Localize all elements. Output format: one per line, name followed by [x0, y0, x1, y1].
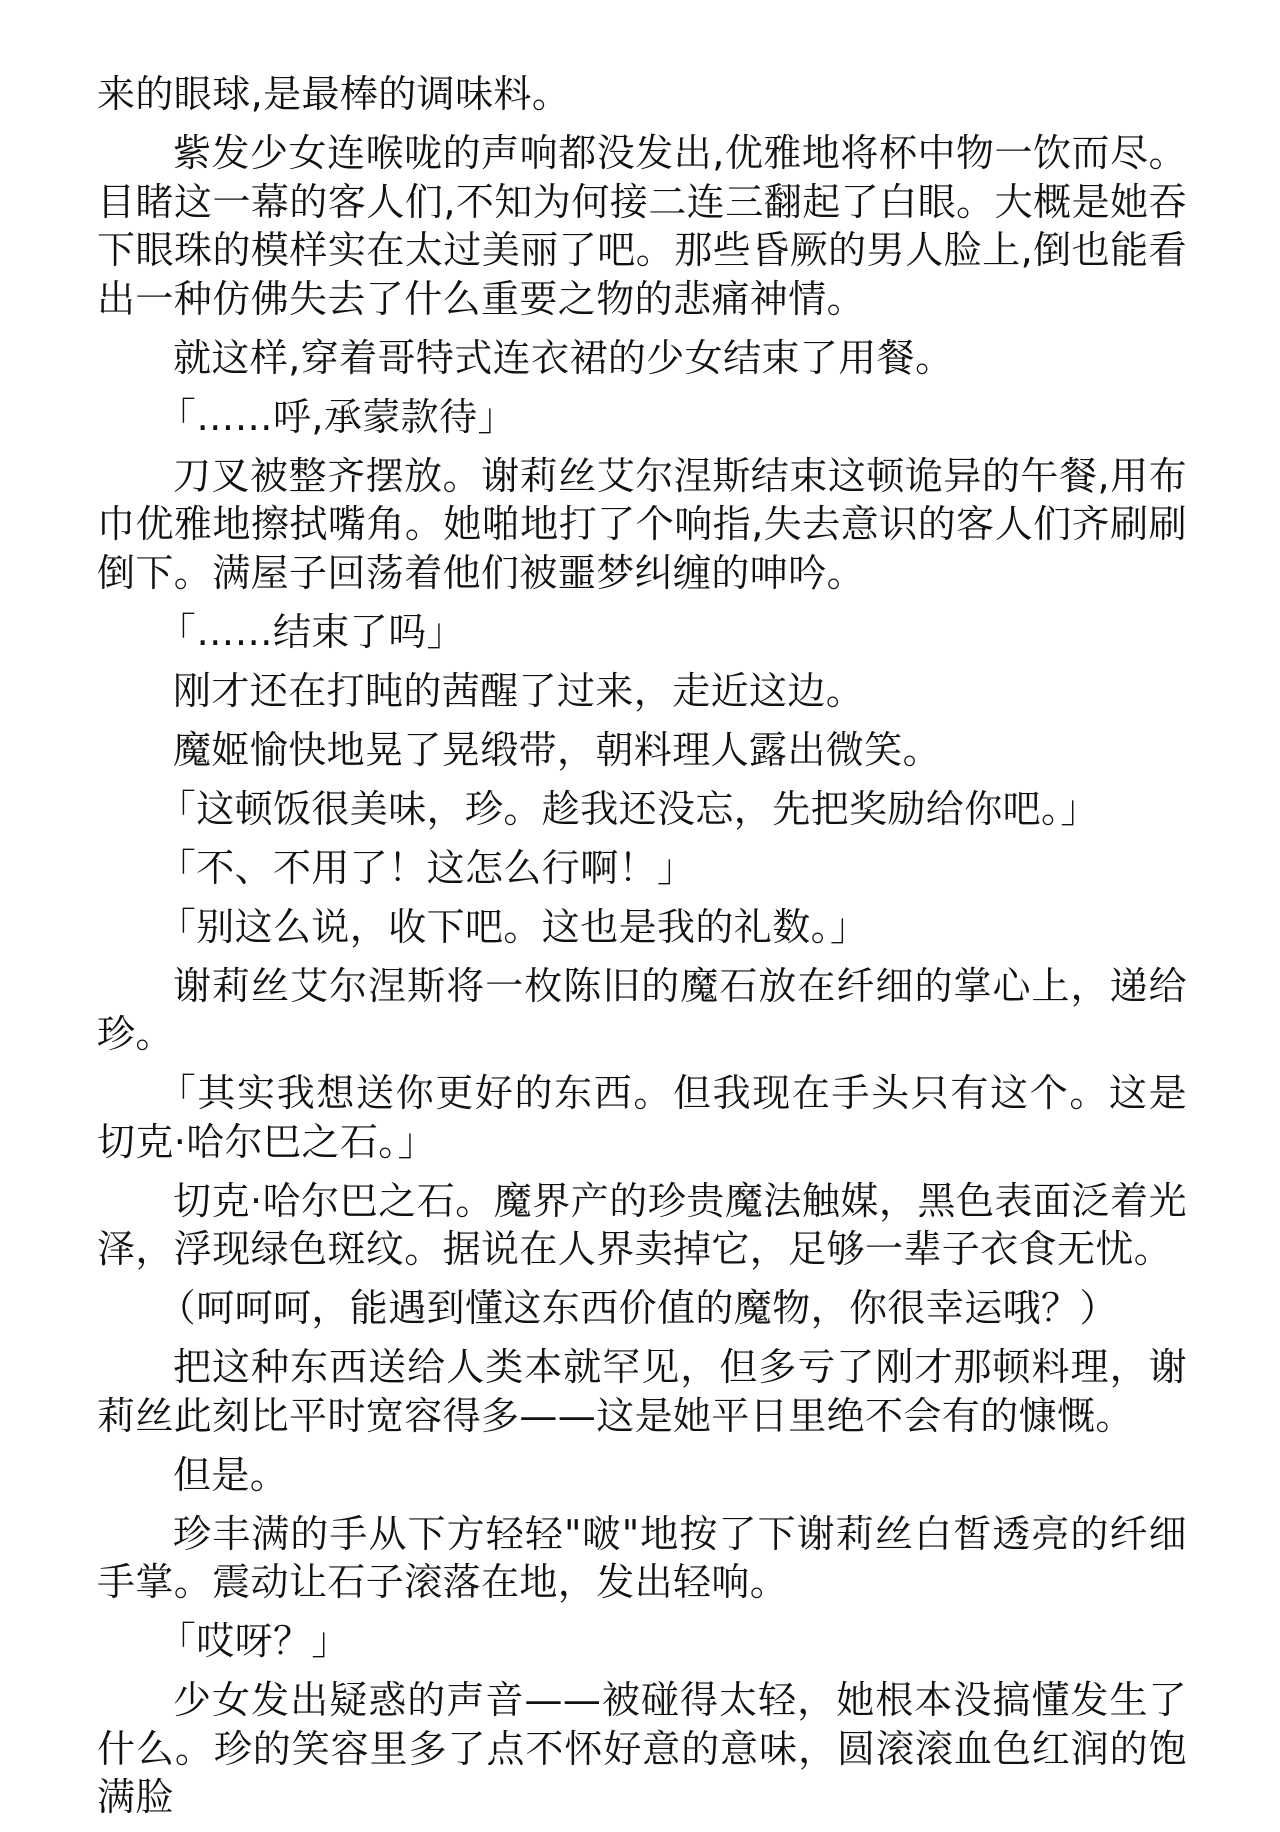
- paragraph: 魔姬愉快地晃了晃缎带，朝料理人露出微笑。: [173, 727, 942, 772]
- paragraph: 紫发少女连喉咙的声响都没发出,优雅地将杯中物一饮而尽。目睹这一幕的客人们,不知为何接二连三翻起了白眼。大概是她吞下眼珠的模样实在太过美丽了吧。那些昏厥的男人脸上,倒也能看出一种仿佛失去了什么重要之物的悲痛神情。: [97, 131, 1187, 321]
- paragraph: 把这种东西送给人类本就罕见，但多亏了刚才那顿料理，谢莉丝此刻比平时宽容得多——这是她平日里绝不会有的慷慨。: [97, 1345, 1187, 1438]
- paragraph: 少女发出疑惑的声音——被碰得太轻，她根本没搞懂发生了什么。珍的笑容里多了点不怀好意的意味，圆滚滚血色红润的饱满脸: [97, 1678, 1187, 1819]
- paragraph: 谢莉丝艾尔涅斯将一枚陈旧的魔石放在纤细的掌心上，递给珍。: [97, 963, 1187, 1056]
- document-page: [97, 70, 1187, 1832]
- paragraph: 但是。: [173, 1452, 289, 1497]
- paragraph: 来的眼球,是最棒的调味料。: [97, 72, 571, 116]
- paragraph: 切克·哈尔巴之石。魔界产的珍贵魔法触媒，黑色表面泛着光泽，浮现绿色斑纹。据说在人界卖掉它，足够一辈子衣食无忧。: [97, 1178, 1187, 1271]
- inner-thought-line: （呵呵呵，能遇到懂这东西价值的魔物，你很幸运哦？）: [157, 1286, 1118, 1330]
- dialogue-line: 「不、不用了！这怎么行啊！」: [157, 845, 696, 890]
- dialogue-line: 「其实我想送你更好的东西。但我现在手头只有这个。这是切克·哈尔巴之石。」: [97, 1071, 1187, 1164]
- dialogue-line: 「……呼,承蒙款待」: [157, 394, 516, 439]
- dialogue-line: 「哎呀？」: [157, 1619, 350, 1663]
- paragraph: 刀叉被整齐摆放。谢莉丝艾尔涅斯结束这顿诡异的午餐,用布巾优雅地擦拭嘴角。她啪地打了个响指,失去意识的客人们齐刷刷倒下。满屋子回荡着他们被噩梦纠缠的呻吟。: [97, 453, 1187, 595]
- paragraph: 刚才还在打盹的茜醒了过来，走近这边。: [173, 668, 865, 713]
- paragraph: 珍丰满的手从下方轻轻"啵"地按了下谢莉丝白皙透亮的纤细手掌。震动让石子滚落在地，发出轻响。: [97, 1511, 1187, 1604]
- dialogue-line: 「……结束了吗」: [157, 609, 465, 654]
- dialogue-line: 「别这么说，收下吧。这也是我的礼数。」: [157, 904, 869, 949]
- paragraph: 就这样,穿着哥特式连衣裙的少女结束了用餐。: [173, 335, 954, 380]
- dialogue-line: 「这顿饭很美味，珍。趁我还没忘，先把奖励给你吧。」: [157, 786, 1099, 831]
